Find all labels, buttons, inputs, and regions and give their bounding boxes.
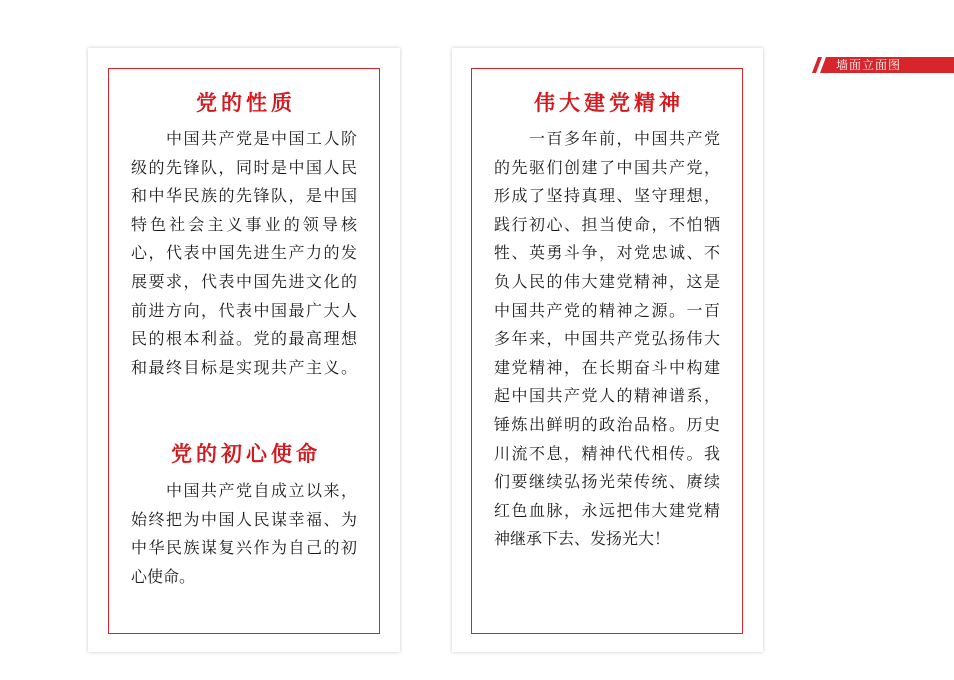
text-line: 和最终目标是实现共产主义。	[131, 357, 357, 377]
text-line: 建党精神，在长期奋斗中构建	[494, 357, 720, 377]
text-line: 川流不息，精神代代相传。我	[494, 443, 720, 463]
text-line: 负人民的伟大建党精神，这是	[494, 271, 720, 291]
text-line: 心使命。	[131, 566, 196, 586]
text-line: 前进方向，代表中国最广大人	[131, 300, 357, 320]
right-board-frame	[471, 68, 743, 634]
banner-slash-decoration	[812, 57, 822, 73]
text-line: 中国共产党是中国工人阶	[166, 129, 357, 148]
text-line: 牲、英勇斗争，对党忠诚、不	[494, 243, 720, 263]
text-line: 中国共产党的精神之源。一百	[494, 300, 720, 320]
text-line: 一百多年前，中国共产党	[529, 129, 720, 148]
text-line: 级的先锋队，同时是中国人民	[131, 157, 357, 177]
section-title-great-founding-spirit: 伟大建党精神	[534, 90, 684, 115]
text-line: 中华民族谋复兴作为自己的初	[131, 538, 357, 558]
text-line: 起中国共产党人的精神谱系，	[494, 386, 720, 406]
text-line: 特色社会主义事业的领导核	[131, 214, 357, 234]
text-line: 心，代表中国先进生产力的发	[131, 243, 357, 263]
section-title-party-nature: 党的性质	[196, 90, 296, 115]
text-line: 展要求，代表中国先进文化的	[131, 271, 357, 291]
section-title-original-mission: 党的初心使命	[171, 441, 321, 466]
text-line: 的先驱们创建了中国共产党，	[494, 157, 720, 177]
text-line: 神继承下去、发扬光大！	[494, 529, 671, 549]
text-line: 中国共产党自成立以来，	[166, 481, 357, 500]
text-line: 民的根本利益。党的最高理想	[131, 329, 357, 349]
text-line: 锤炼出鲜明的政治品格。历史	[494, 414, 720, 434]
left-board-frame	[108, 68, 380, 634]
paragraph-original-mission	[131, 477, 357, 591]
text-line: 们要继续弘扬光荣传统、赓续	[494, 472, 720, 492]
paragraph-great-founding-spirit	[494, 125, 720, 554]
text-line: 多年来，中国共产党弘扬伟大	[494, 329, 720, 349]
text-line: 和中华民族的先锋队，是中国	[131, 186, 357, 206]
paragraph-party-nature	[131, 125, 357, 382]
text-line: 形成了坚持真理、坚守理想，	[494, 186, 720, 206]
text-line: 践行初心、担当使命，不怕牺	[494, 214, 720, 234]
text-line: 红色血脉，永远把伟大建党精	[494, 500, 720, 520]
text-line: 始终把为中国人民谋幸福、为	[131, 509, 357, 529]
banner-label: 墙面立面图	[836, 58, 902, 72]
